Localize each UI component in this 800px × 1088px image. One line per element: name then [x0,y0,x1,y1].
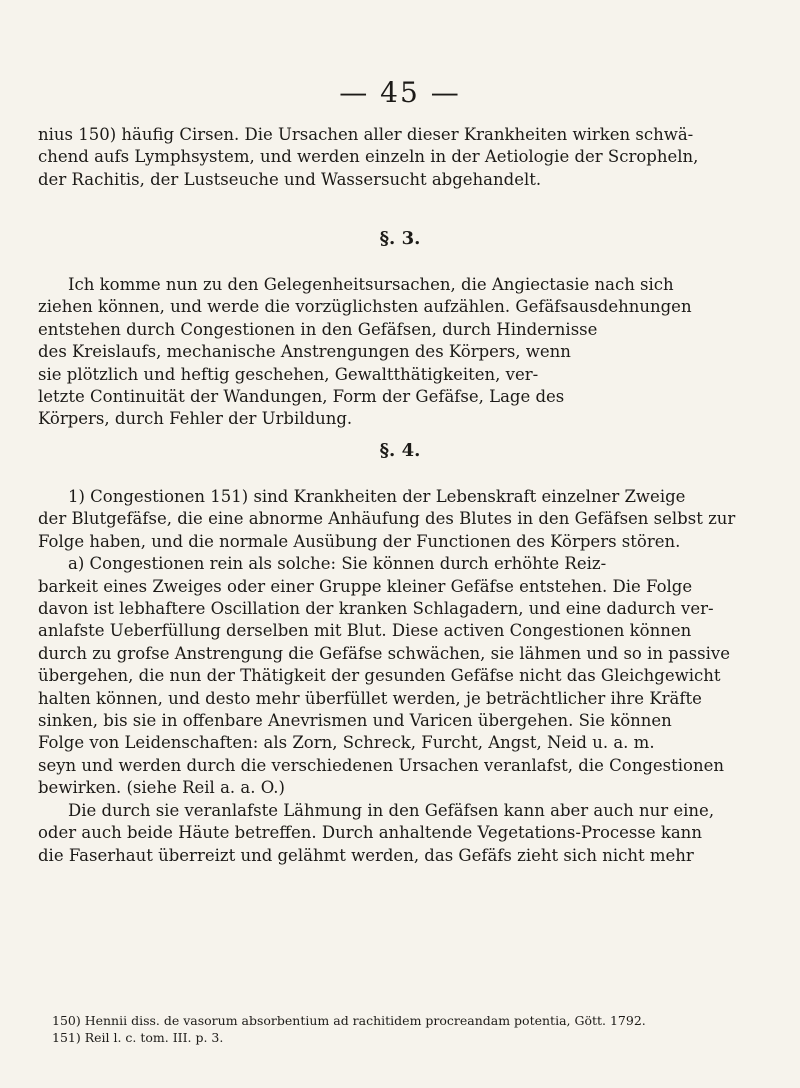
text-line: nius 150) häufig Cirsen. Die Ursachen aller dieser Krankheiten wirken schwä- [38,125,694,144]
text-line: übergehen, die nun der Thätigkeit der gesunden Gefäfse nicht das Gleichgewicht [38,666,721,686]
section-heading-4: §. 4. [379,440,421,461]
text-line: der Rachitis, der Lustseuche und Wassersucht abgehandelt. [38,169,542,189]
section-heading-3: §. 3. [379,228,421,249]
text-line: chend aufs Lymphsystem, und werden einzeln in der Aetiologie der Scropheln, [38,147,699,167]
text-line: des Kreislaufs, mechanische Anstrengungen des Körpers, wenn [38,342,571,362]
text-line: barkeit eines Zweiges oder einer Gruppe kleiner Gefäfse entstehen. Die Folge [38,576,693,596]
text-line: entstehen durch Congestionen in den Gefäfsen, durch Hindernisse [38,319,598,339]
page-number: — 45 — [339,76,461,109]
footnotes [52,1012,772,1046]
text-line: sie plötzlich und heftig geschehen, Gewaltthätigkeiten, ver- [38,364,539,384]
top-paragraph [38,124,758,191]
text-line: letzte Continuität der Wandungen, Form der Gefäfse, Lage des [38,387,565,407]
section-4-paragraph [38,486,758,867]
text-line: anlafste Ueberfüllung derselben mit Blut. Diese activen Congestionen können [38,621,692,641]
text-line: durch zu grofse Anstrengung die Gefäfse schwächen, sie lähmen und so in passive [38,643,730,663]
footnote: 151) Reil l. c. tom. III. p. 3. [52,1030,224,1045]
text-line: davon ist lebhaftere Oscillation der kranken Schlagadern, und eine dadurch ver- [38,599,714,619]
text-line: sinken, bis sie in offenbare Anevrismen und Varicen übergehen. Sie können [38,711,672,731]
text-line: 1) Congestionen 151) sind Krankheiten der Lebenskraft einzelner Zweige [68,487,686,506]
text-line: Ich komme nun zu den Gelegenheitsursachen, die Angiectasie nach sich [68,275,674,294]
text-line: ziehen können, und werde die vorzüglichsten aufzählen. Gefäfsausdehnungen [38,297,692,317]
text-line: bewirken. (siehe Reil a. a. O.) [38,778,285,798]
text-line: Folge haben, und die normale Ausübung der Functionen des Körpers stören. [38,531,681,551]
text-line: halten können, und desto mehr überfüllet werden, je beträchtlicher ihre Kräfte [38,688,702,708]
text-line: a) Congestionen rein als solche: Sie können durch erhöhte Reiz- [68,554,607,574]
footnote: 150) Hennii diss. de vasorum absorbentium ad rachitidem procreandam potentia, Gött. 1792. [52,1013,646,1028]
section-3-paragraph [38,274,758,431]
text-line: Folge von Leidenschaften: als Zorn, Schreck, Furcht, Angst, Neid u. a. m. [38,733,655,753]
text-line: die Faserhaut überreizt und gelähmt werden, das Gefäfs zieht sich nicht mehr [38,845,694,865]
text-line: Die durch sie veranlafste Lähmung in den Gefäfsen kann aber auch nur eine, [68,800,715,820]
text-line: seyn und werden durch die verschiedenen Ursachen veranlafst, die Congestionen [38,755,724,775]
text-line: Körpers, durch Fehler der Urbildung. [38,409,353,429]
text-line: oder auch beide Häute betreffen. Durch anhaltende Vegetations-Processe kann [38,823,702,843]
text-line: der Blutgefäfse, die eine abnorme Anhäufung des Blutes in den Gefäfsen selbst zur [38,509,736,529]
